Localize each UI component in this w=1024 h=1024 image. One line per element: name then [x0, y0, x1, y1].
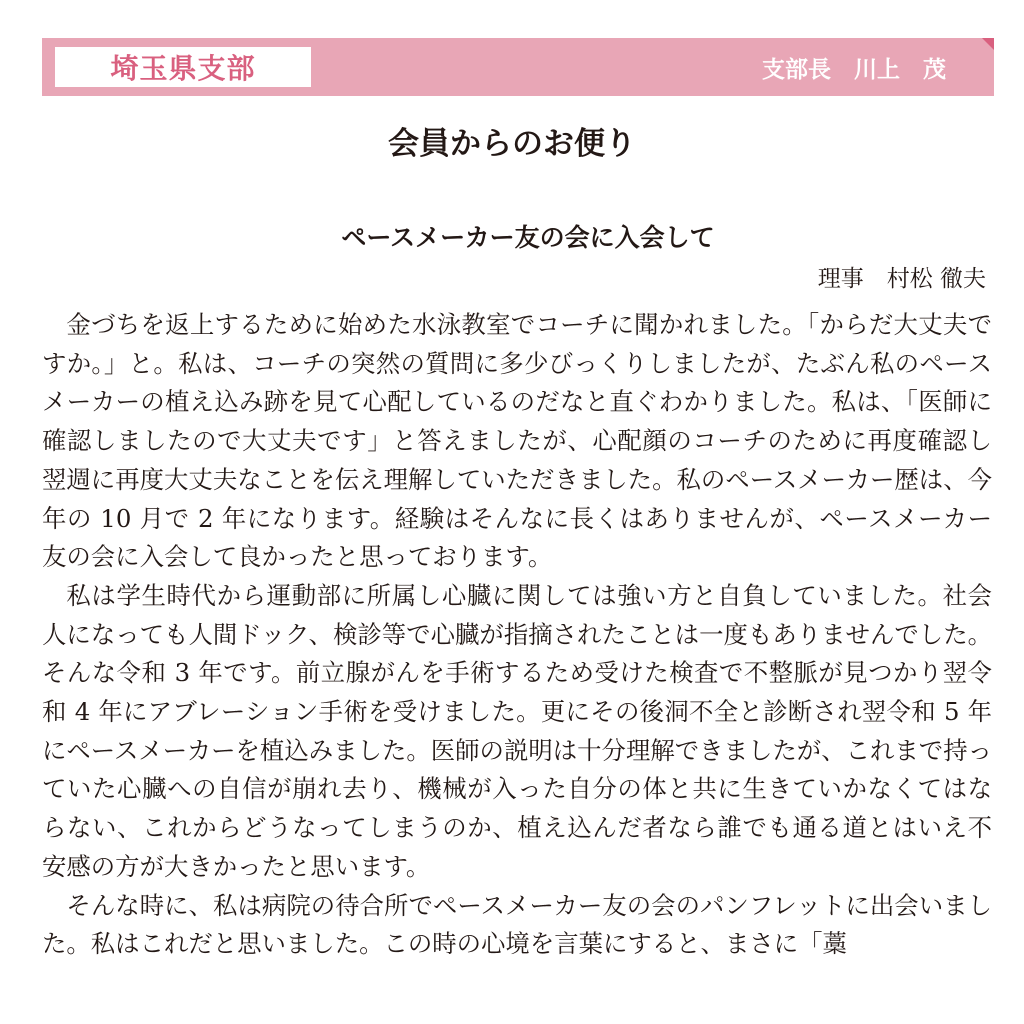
article-body — [42, 306, 992, 964]
article-title: ペースメーカー友の会に入会して — [341, 223, 715, 252]
section-title: 会員からのお便り — [388, 126, 636, 162]
article-paragraph: 私は学生時代から運動部に所属し心臓に関しては強い方と自負していました。社会人になっても人間ドック、検診等で心臓が指摘されたことは一度もありませんでした。そんな令和 3 年です。前立腺がんを手術するため受けた検査で不整脈が見つかり翌令和 4 年にアブレーション手術を受けました。更にその後洞不全と診断され翌令和 5 年にペースメーカーを植込みました。医師の説明は十分理解できましたが、これまで持っていた心臓への自信が崩れ去り、機械が入った自分の体と共に生きていかなくてはならない、これからどうなってしまうのか、植え込んだ者なら誰でも通る道とはいえ不安感の方が大きかったと思います。 — [42, 580, 992, 881]
branch-chief: 支部長 川上 茂 — [762, 56, 946, 83]
branch-name: 埼玉県支部 — [110, 52, 256, 85]
header-corner-accent — [982, 38, 994, 50]
article-paragraph: そんな時に、私は病院の待合所でペースメーカー友の会のパンフレットに出会いました。私はこれだと思いました。この時の心境を言葉にすると、まさに「藁 — [42, 890, 992, 959]
branch-name-box — [55, 47, 311, 87]
branch-header-bar — [42, 38, 994, 96]
article-paragraph: 金づちを返上するために始めた水泳教室でコーチに聞かれました。「からだ大丈夫ですか。」と。私は、コーチの突然の質問に多少びっくりしましたが、たぶん私のペースメーカーの植え込み跡を見て心配しているのだなと直ぐわかりました。私は、「医師に確認しましたので大丈夫です」と答えましたが、心配顔のコーチのために再度確認し翌週に再度大丈夫なことを伝え理解していただきました。私のペースメーカー歴は、今年の 10 月で 2 年になります。経験はそんなに長くはありませんが、ペースメーカー友の会に入会して良かったと思っております。 — [42, 310, 992, 572]
article-author: 理事 村松 徹夫 — [817, 266, 986, 292]
